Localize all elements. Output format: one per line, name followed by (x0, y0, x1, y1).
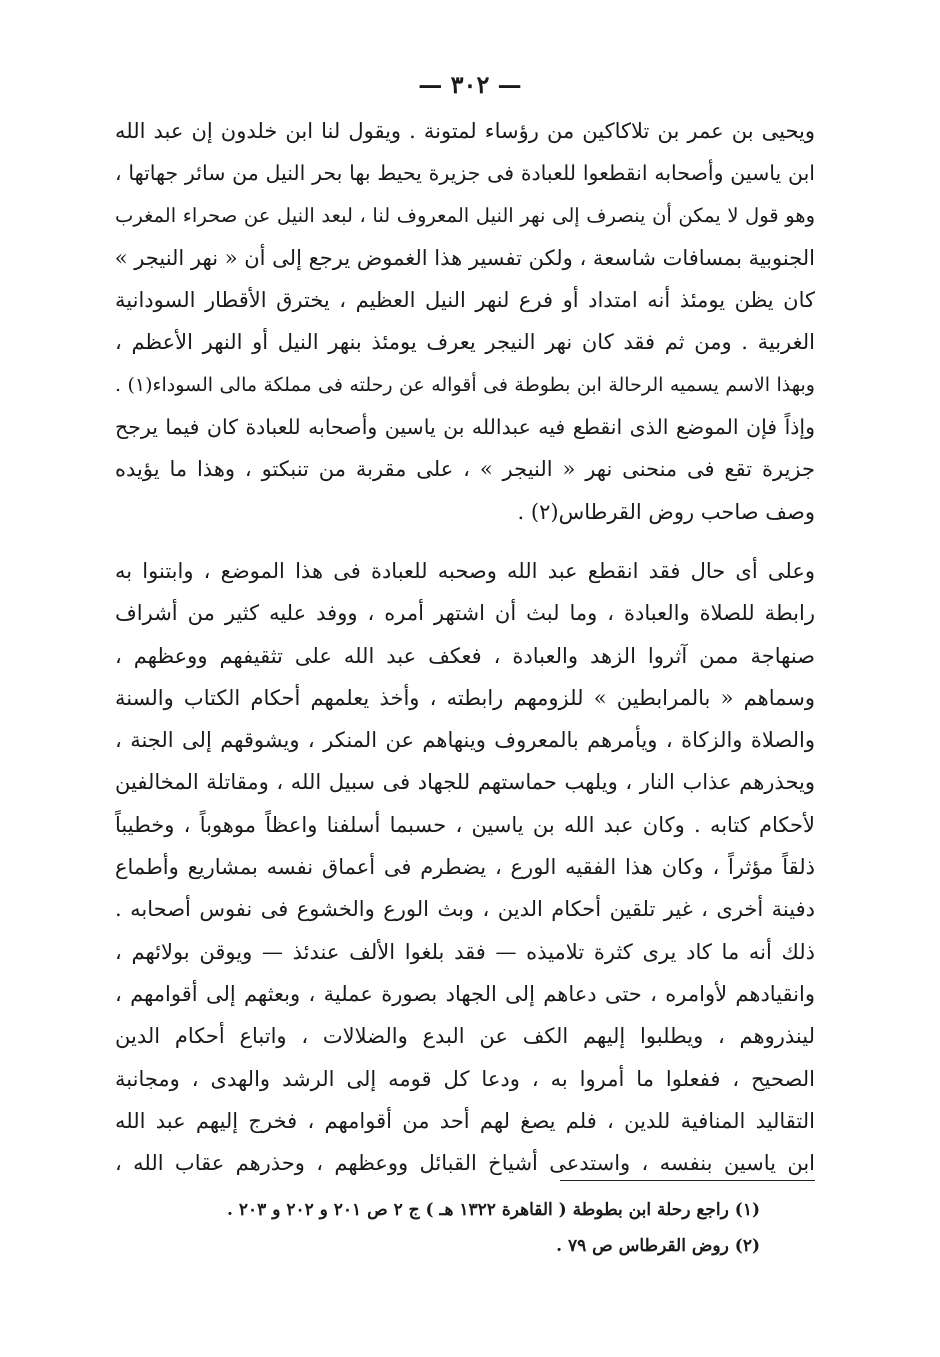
text-line: ويحيى بن عمر بن تلاكاكين من رؤساء لمتونة . ويقول لنا ابن خلدون إن عبد الله (115, 119, 815, 143)
text-line: لينذروهم ، ويطلبوا إليهم الكف عن البدع والضلالات ، واتباع أحكام الدين (115, 1024, 815, 1049)
text-line: وسماهم « بالمرابطين » للزومهم رابطته ، وأخذ يعلمهم أحكام الكتاب والسنة (115, 685, 815, 710)
text-line: وعلى أى حال فقد انقطع عبد الله وصحبه للعبادة فى هذا الموضع ، وابتنوا به (115, 559, 815, 583)
page-number: — ٣٠٢ — (418, 70, 522, 99)
text-line: وانقيادهم لأوامره ، حتى دعاهم إلى الجهاد بصورة عملية ، وبعثهم إلى أقوامهم ، (115, 981, 815, 1006)
text-line: ذلقاً مؤثراً ، وكان هذا الفقيه الورع ، يضطرم فى أعماق نفسه بمشاريع وأطماع (115, 855, 815, 880)
text-line: رابطة للصلاة والعبادة ، وما لبث أن اشتهر أمره ، ووفد عليه كثير من أشراف (115, 601, 815, 626)
footnote-1: (١) راجع رحلة ابن بطوطة ( القاهرة ١٣٢٢ هـ ) ج ٢ ص ٢٠١ و ٢٠٢ و ٢٠٣ . (227, 1200, 760, 1220)
text-line: وصف صاحب روض القرطاس(٢) . (517, 499, 815, 524)
text-line: دفينة أخرى ، غير تلقين أحكام الدين ، وبث الورع والخشوع فى نفوس أصحابه . (115, 897, 815, 922)
text-line: الصحيح ، ففعلوا ما أمروا به ، ودعا كل قومه إلى الرشد والهدى ، ومجانبة (115, 1066, 815, 1091)
footnote-divider (560, 1180, 815, 1181)
text-line: جزيرة تقع فى منحنى نهر « النيجر » ، على مقربة من تنبكتو ، وهذا ما يؤيده (115, 457, 815, 482)
text-line: الجنوبية بمسافات شاسعة ، ولكن تفسير هذا الغموض يرجع إلى أن « نهر النيجر » (115, 245, 815, 270)
paragraph-2 (115, 550, 815, 1184)
text-line: صنهاجة ممن آثروا الزهد والعبادة ، فعكف عبد الله على تثقيفهم ووعظهم ، (115, 643, 815, 668)
text-line: كان يظن يومئذ أنه امتداد أو فرع لنهر النيل العظيم ، يخترق الأقطار السودانية (115, 288, 815, 313)
text-line: والصلاة والزكاة ، ويأمرهم بالمعروف وينهاهم عن المنكر ، ويشوقهم إلى الجنة ، (115, 728, 815, 753)
text-line: التقاليد المنافية للدين ، فلم يصغ لهم أحد من أقوامهم ، فخرج إليهم عبد الله (115, 1108, 815, 1133)
text-line: وبهذا الاسم يسميه الرحالة ابن بطوطة فى أقواله عن رحلته فى مملكة مالى السوداء(١) . (115, 373, 815, 396)
paragraph-1 (115, 110, 815, 533)
text-line: وهو قول لا يمكن أن ينصرف إلى نهر النيل المعروف لنا ، لبعد النيل عن صحراء المغرب (115, 203, 815, 227)
footnote-2: (٢) روض القرطاس ص ٧٩ . (556, 1236, 760, 1256)
text-line: وإذاً فإن الموضع الذى انقطع فيه عبدالله بن ياسين وأصحابه للعبادة كان فيما يرجح (115, 415, 815, 440)
text-line: ابن ياسين وأصحابه انقطعوا للعبادة فى جزيرة يحيط بها بحر النيل من سائر جهاتها ، (115, 161, 815, 186)
text-line: ويحذرهم عذاب النار ، ويلهب حماستهم للجهاد فى سبيل الله ، ومقاتلة المخالفين (115, 770, 815, 795)
footnotes (120, 1192, 760, 1264)
text-line: ابن ياسين بنفسه ، واستدعى أشياخ القبائل ووعظهم ، وحذرهم عقاب الله ، (115, 1151, 815, 1176)
text-line: الغربية . ومن ثم فقد كان نهر النيجر يعرف يومئذ بنهر النيل أو النهر الأعظم ، (115, 330, 815, 355)
text-line: ذلك أنه ما كاد يرى كثرة تلاميذه — فقد بلغوا الألف عندئذ — ويوقن بولائهم ، (115, 939, 815, 964)
text-line: لأحكام كتابه . وكان عبد الله بن ياسين ، حسبما أسلفنا واعظاً موهوباً ، وخطيباً (115, 812, 815, 837)
